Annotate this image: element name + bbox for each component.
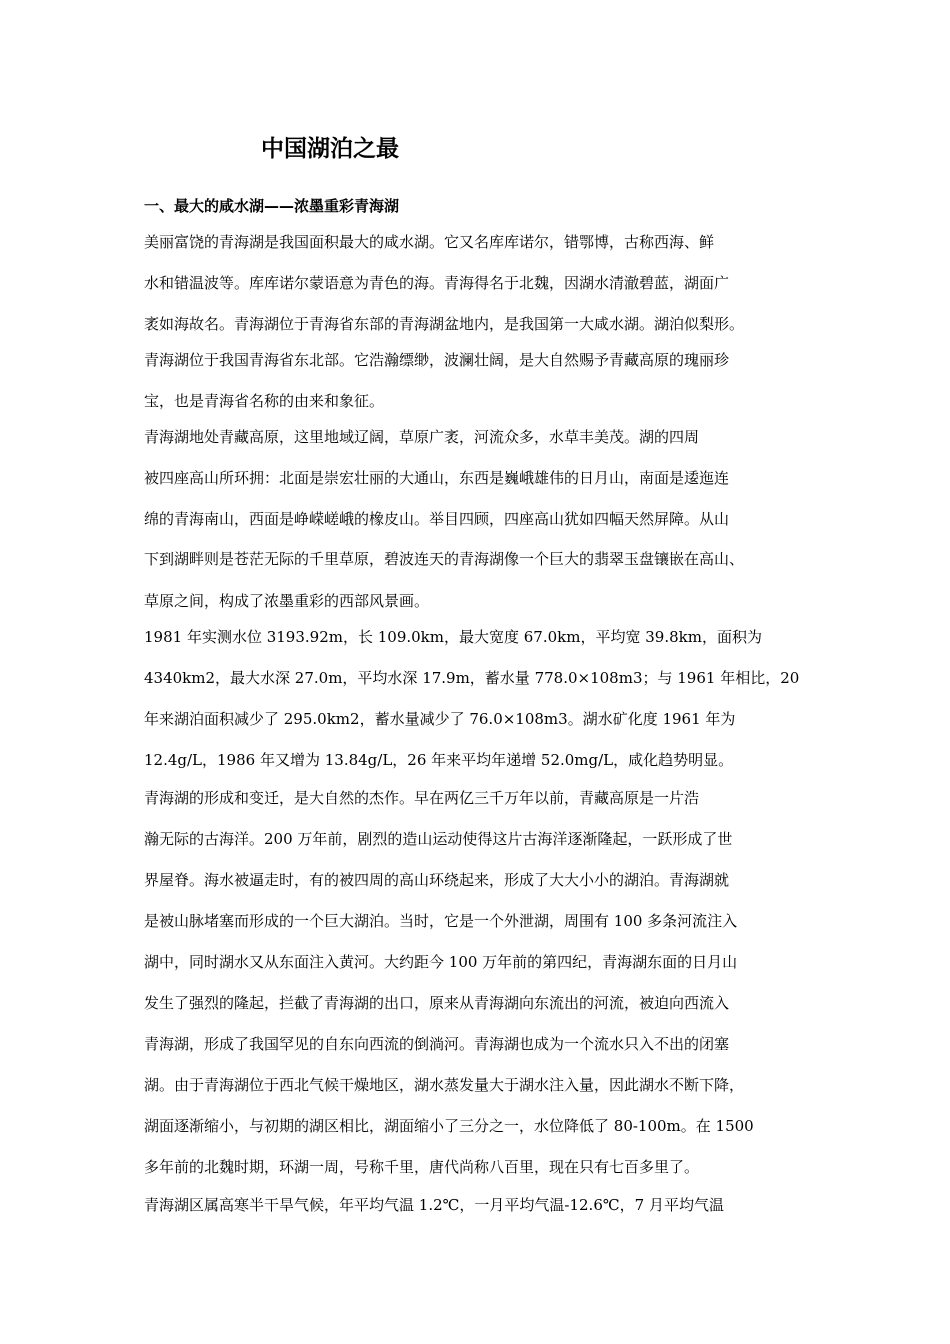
- text-line: 瀚无际的古海洋。200 万年前，剧烈的造山运动使得这片古海洋逐渐隆起，一跃形成了世: [144, 830, 733, 848]
- text-line: 青海湖位于我国青海省东北部。它浩瀚缥缈，波澜壮阔，是大自然赐予青藏高原的瑰丽珍: [144, 351, 730, 369]
- text-line: 袤如海故名。青海湖位于青海省东部的青海湖盆地内，是我国第一大咸水湖。湖泊似梨形。: [144, 315, 745, 333]
- text-line: 湖面逐渐缩小，与初期的湖区相比，湖面缩小了三分之一，水位降低了 80-100m。在 1500: [144, 1117, 754, 1135]
- text-line: 发生了强烈的隆起，拦截了青海湖的出口，原来从青海湖向东流出的河流，被迫向西流入: [144, 994, 730, 1012]
- text-line: 湖。由于青海湖位于西北气候干燥地区，湖水蒸发量大于湖水注入量，因此湖水不断下降，: [144, 1076, 745, 1094]
- text-line: 12.4g/L，1986 年又增为 13.84g/L，26 年来平均年递增 52.0mg/L，咸化趋势明显。: [144, 751, 734, 769]
- text-line: 是被山脉堵塞而形成的一个巨大湖泊。当时，它是一个外泄湖，周围有 100 多条河流注入: [144, 912, 738, 930]
- text-line: 宝，也是青海省名称的由来和象征。: [144, 392, 385, 410]
- text-line: 1981 年实测水位 3193.92m，长 109.0km，最大宽度 67.0km，平均宽 39.8km，面积为: [144, 628, 762, 646]
- text-line: 青海湖地处青藏高原，这里地域辽阔，草原广袤，河流众多，水草丰美茂。湖的四周: [144, 428, 700, 446]
- text-line: 界屋脊。海水被逼走时，有的被四周的高山环绕起来，形成了大大小小的湖泊。青海湖就: [144, 871, 730, 889]
- text-line: 下到湖畔则是苍茫无际的千里草原，碧波连天的青海湖像一个巨大的翡翠玉盘镶嵌在高山、: [144, 550, 745, 568]
- text-line: 青海湖的形成和变迁，是大自然的杰作。早在两亿三千万年以前，青藏高原是一片浩: [144, 789, 700, 807]
- text-line: 4340km2，最大水深 27.0m，平均水深 17.9m，蓄水量 778.0×108m3；与 1961 年相比，20: [144, 669, 800, 687]
- section-heading: 一、最大的咸水湖——浓墨重彩青海湖: [144, 197, 400, 215]
- document-title: 中国湖泊之最: [261, 136, 399, 162]
- text-line: 绵的青海南山，西面是峥嵘嵯峨的橡皮山。举目四顾，四座高山犹如四幅天然屏障。从山: [144, 510, 730, 528]
- text-line: 多年前的北魏时期，环湖一周，号称千里，唐代尚称八百里，现在只有七百多里了。: [144, 1158, 700, 1176]
- text-line: 青海湖，形成了我国罕见的自东向西流的倒淌河。青海湖也成为一个流水只入不出的闭塞: [144, 1035, 730, 1053]
- text-line: 被四座高山所环拥：北面是崇宏壮丽的大通山，东西是巍峨雄伟的日月山，南面是逶迤连: [144, 469, 730, 487]
- text-line: 美丽富饶的青海湖是我国面积最大的咸水湖。它又名库库诺尔，错鄂博，古称西海、鲜: [144, 233, 715, 251]
- text-line: 草原之间，构成了浓墨重彩的西部风景画。: [144, 592, 430, 610]
- text-line: 青海湖区属高寒半干旱气候，年平均气温 1.2℃，一月平均气温-12.6℃，7 月平均气温: [144, 1196, 724, 1214]
- text-line: 水和错温波等。库库诺尔蒙语意为青色的海。青海得名于北魏，因湖水清澈碧蓝，湖面广: [144, 274, 730, 292]
- text-line: 年来湖泊面积减少了 295.0km2，蓄水量减少了 76.0×108m3。湖水矿化度 1961 年为: [144, 710, 736, 728]
- text-line: 湖中，同时湖水又从东面注入黄河。大约距今 100 万年前的第四纪，青海湖东面的日月山: [144, 953, 738, 971]
